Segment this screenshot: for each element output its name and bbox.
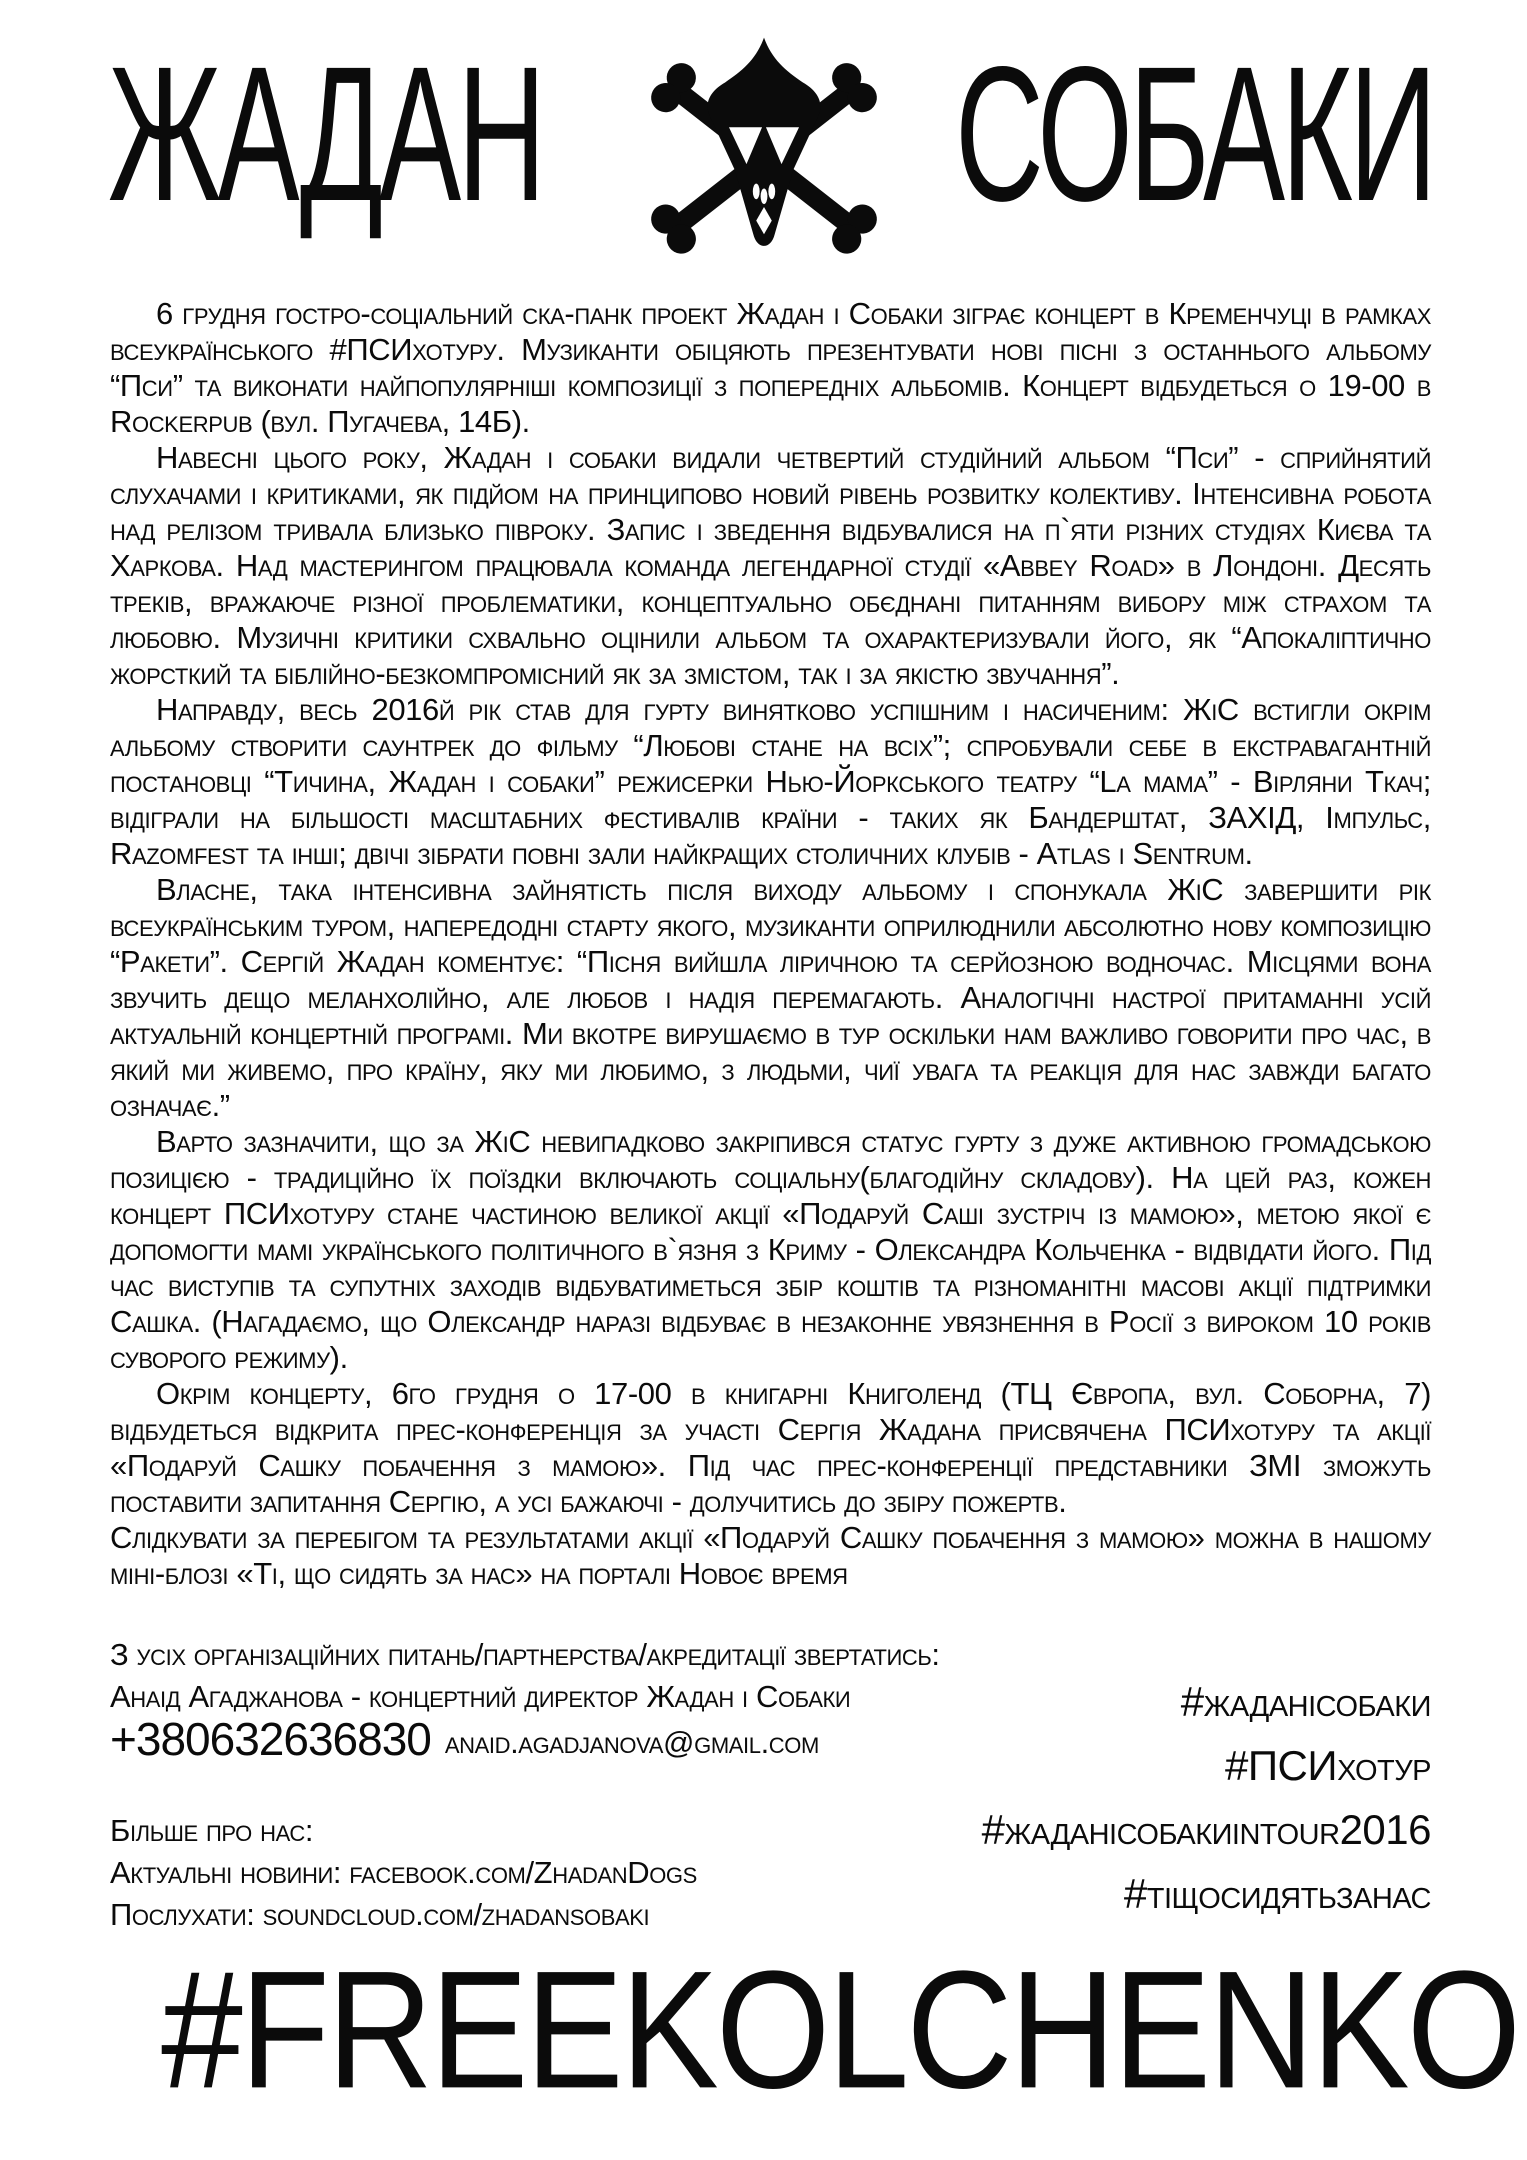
contact-block [110, 1634, 940, 1936]
press-paragraph: Власне, така інтенсивна зайнятість після виходу альбому і спонукала ЖіС завершити рік всеукраїнським туром, напередодні старту якого, музиканти оприлюднили абсолютно нову композицію “Ракети”. Сергій Жадан коментує: “Пісня вийшла ліричною та серйозною водночас. Місцями вона звучить дещо меланхолійно, але любов і надія перемагають. Аналогічні настрої притаманні усій актуальній концертній програмі. Ми вкотре вирушаємо в тур оскільки нам важливо говорити про час, в який ми живемо, про країну, яку ми любимо, з людьми, чиї увага та реакція для нас завжди багато означає.” [110, 872, 1431, 1123]
more-heading: Більше про нас: [110, 1813, 314, 1848]
hashtag-item: #жаданісобакиintour2016 [981, 1806, 1431, 1853]
lower-section [110, 1634, 1431, 1936]
header [0, 0, 1527, 278]
press-release-text [110, 296, 1431, 1592]
more-about-block [110, 1810, 940, 1936]
content [0, 296, 1527, 2124]
press-paragraph: Слідкувати за перебігом та результатами акції «Подаруй Сашку побачення з мамою» можна в нашому міні-блозі «Ті, що сидять за нас» на порталі Новоє время [110, 1520, 1431, 1591]
contact-heading: З усіх організаційних питань/партнерства/акредитації звертатись: [110, 1637, 940, 1672]
hashtag-item: #жаданісобаки [1180, 1678, 1431, 1725]
band-name-left: ЖАДАН [108, 26, 543, 241]
contact-line [110, 1713, 940, 1765]
footer-hashtag: #FREEKOLCHENKO [161, 1936, 1519, 2124]
press-paragraph: Варто зазначити, що за ЖіС невипадково закріпився статус гурту з дуже активною громадською позицією - традиційно їх поїздки включають соціальну(благодійну складову). На цей раз, кожен концерт ПСИхотуру стане частиною великої акції «Подаруй Саші зустріч із мамою», метою якої є допомогти мамі українського політичного в`язня з Криму - Олександра Кольченка - відвідати його. Під час виступів та супутніх заходів відбуватиметься збір коштів та різноманітні масові акції підтримки Сашка. (Нагадаємо, що Олександр наразі відбуває в незаконне увязнення в Росії з вироком 10 років суворого режиму). [110, 1124, 1431, 1375]
contact-email: anaid.agadjanova@gmail.com [444, 1725, 819, 1760]
facebook-line: Актуальні новини: facebook.com/ZhadanDogs [110, 1855, 697, 1890]
contact-person: Анаід Агаджанова - концертний директор Жадан і Собаки [110, 1679, 851, 1714]
press-paragraph: Окрім концерту, 6го грудня о 17-00 в книгарні Книголенд (ТЦ Європа, вул. Соборна, 7) відбудеться відкрита прес-конференція за участі Сергія Жадана присвячена ПСИхотуру та акції «Подаруй Сашку побачення з мамою». Під час прес-конференції представники ЗМІ зможуть поставити запитання Сергію, а усі бажаючі - долучитись до збіру пожертв. [110, 1376, 1431, 1519]
footer [110, 1936, 1519, 2124]
press-paragraph: 6 грудня гостро-соціальний ска-панк проект Жадан і Собаки зіграє концерт в Кременчуці в рамках всеукраїнського #ПСИхотуру. Музиканти обіцяють презентувати нові пісні з останнього альбому “Пси” та виконати найпопулярніші композиції з попередніх альбомів. Концерт відбудеться о 19-00 в Rockerpub (вул. Пугачева, 14Б). [110, 296, 1431, 439]
hashtag-item: #ПСИхотур [1225, 1742, 1431, 1789]
hashtag-list [982, 1670, 1431, 1936]
soundcloud-line: Послухати: soundcloud.com/zhadansobaki [110, 1897, 650, 1932]
press-paragraph: Навесні цього року, Жадан і собаки видали четвертий студійний альбом “Пси” - сприйнятий слухачами і критиками, як підйом на принципово новий рівень розвитку колективу. Інтенсивна робота над релізом тривала близько півроку. Запис і зведення відбувалися на п`яти різних студіях Києва та Харкова. Над мастерингом працювала команда легендарної студії «Abbey Road» в Лондоні. Десять треків, вражаюче різної проблематики, концептуально обєднані питанням вибору між страхом та любовю. Музичні критики схвально оцінили альбом та охарактеризували його, як “Апокаліптично жорсткий та біблійно-безкомпромісний як за змістом, так і за якістю звучання”. [110, 440, 1431, 691]
hashtag-item: #тіщосидятьзанас [1123, 1870, 1431, 1917]
band-name-right: СОБАКИ [954, 26, 1433, 241]
press-paragraph: Направду, весь 2016й рік став для гурту винятково успішним і насиченим: ЖіС встигли окрім альбому створити саунтрек до фільму “Любові стане на всіх”; спробували себе в екстравагантній постановці “Тичина, Жадан і собаки” режисерки Нью-Йоркського театру “La мама” - Вірляни Ткач; відіграли на більшості масштабних фестивалів країни - таких як Бандерштат, ЗАХІД, Імпульс, Razomfest та інші; двічі зібрати повні зали найкращих столичних клубів - Atlas і Sentrum. [110, 692, 1431, 871]
dog-skull-and-crossbones-icon [618, 26, 910, 284]
contact-phone: +380632636830 [110, 1713, 431, 1765]
